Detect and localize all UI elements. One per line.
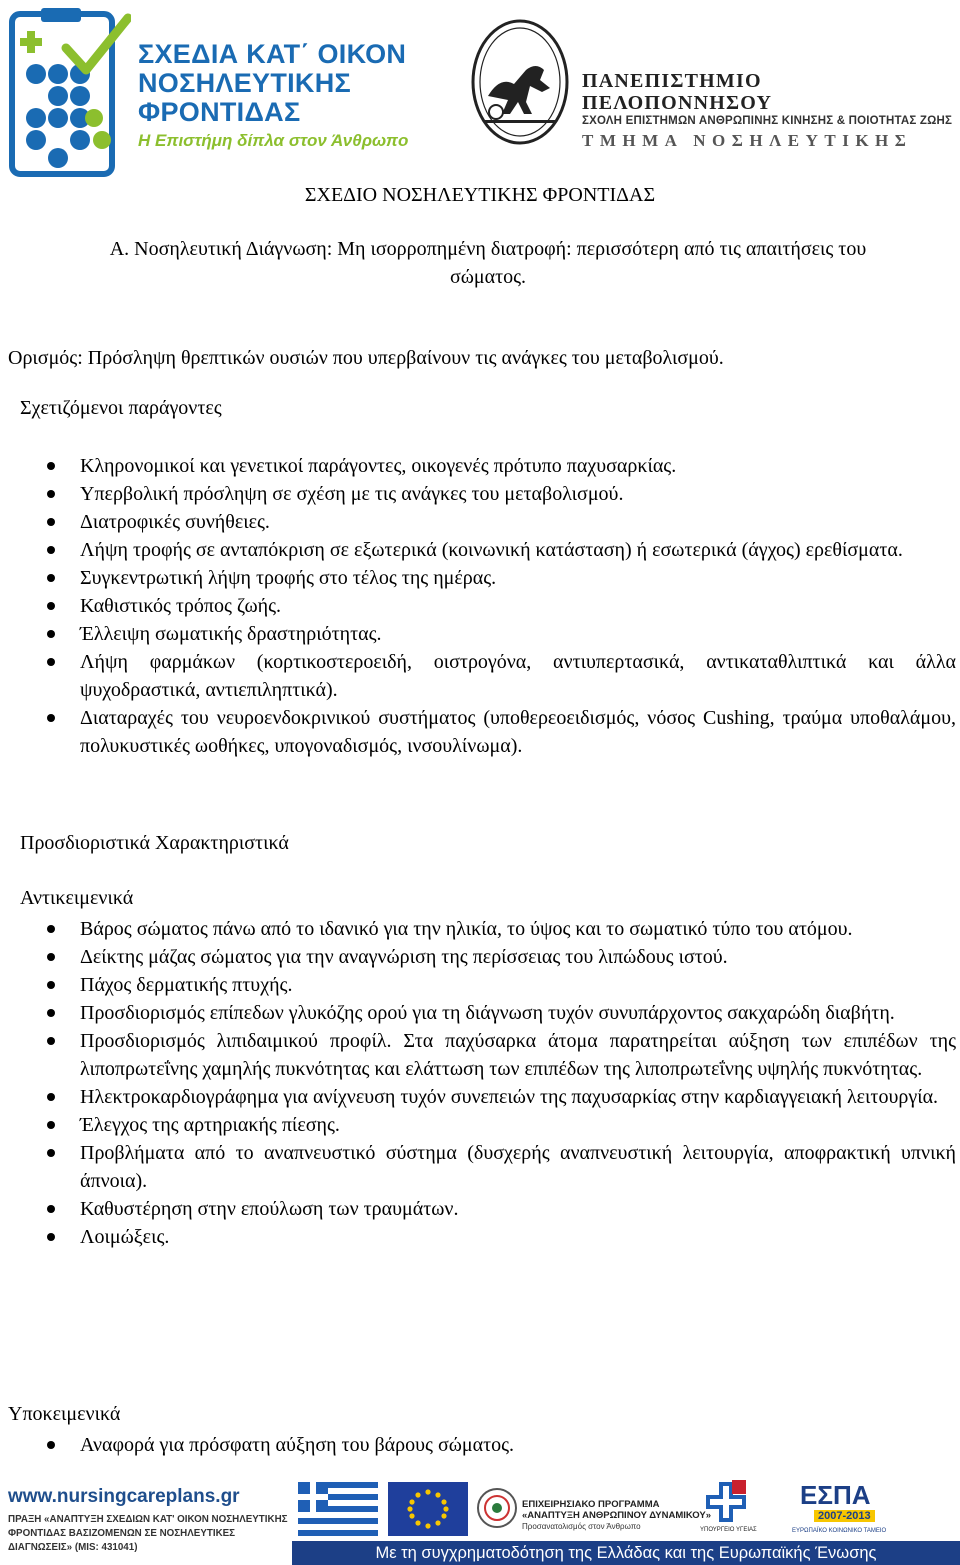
subjective-heading: Υποκειμενικά — [8, 1403, 121, 1425]
list-item: Προσδιορισμός επίπεδων γλυκόζης ορού για τη διάγνωση τυχόν συνυπάρχοντος σακχαρώδη διαβήτη. — [80, 999, 956, 1027]
brand-line-2: ΝΟΣΗΛΕΥΤΙΚΗΣ — [138, 68, 352, 98]
ministry-name: ΥΠΟΥΡΓΕΙΟ ΥΓΕΙΑΣ — [700, 1527, 757, 1533]
list-item: Λοιμώξεις. — [80, 1223, 956, 1251]
objective-heading: Αντικειμενικά — [20, 887, 134, 909]
list-item: Έλλειψη σωματικής δραστηριότητας. — [80, 620, 956, 648]
list-item: Δείκτης μάζας σώματος για την αναγνώριση της περίσσειας του λιπώδους ιστού. — [80, 943, 956, 971]
list-item: Καθυστέρηση στην επούλωση των τραυμάτων. — [80, 1195, 956, 1223]
bullet-icon — [47, 1093, 55, 1101]
list-item: Διατροφικές συνήθειες. — [80, 508, 956, 536]
definition: Ορισμός: Πρόσληψη θρεπτικών ουσιών που υπερβαίνουν τις ανάγκες του μεταβολισμού. — [8, 347, 724, 369]
espa-logo: ΕΣΠΑ — [800, 1480, 871, 1510]
bullet-icon — [47, 1009, 55, 1017]
co-funding-banner: Με τη συγχρηματοδότηση της Ελλάδας και της Ευρωπαϊκής Ένωσης — [292, 1541, 960, 1565]
bullet-icon — [47, 953, 55, 961]
footer-url: www.nursingcareplans.gr — [8, 1486, 240, 1507]
bullet-icon — [47, 1149, 55, 1157]
document-title: ΣΧΕΔΙΟ ΝΟΣΗΛΕΥΤΙΚΗΣ ΦΡΟΝΤΙΔΑΣ — [304, 184, 656, 206]
list-item: Λήψη φαρμάκων (κορτικοστεροειδή, οιστρογόνα, αντιυπερτασικά, αντικαταθλιπτικά και άλλα ψυχοδραστικά, αντιεπιληπτικά). — [80, 648, 956, 704]
bullet-icon — [47, 574, 55, 582]
list-item: Συγκεντρωτική λήψη τροφής στο τέλος της ημέρας. — [80, 564, 956, 592]
defining-characteristics-heading: Προσδιοριστικά Χαρακτηριστικά — [20, 832, 289, 854]
project-description — [8, 1513, 298, 1555]
eu-flag-icon — [388, 1482, 468, 1536]
bullet-icon — [47, 630, 55, 638]
diagnosis-line-2: σώματος. — [449, 266, 527, 288]
programme-subtitle: Προσανατολισμός στον Άνθρωπο — [522, 1522, 641, 1531]
bullet-icon — [47, 1441, 55, 1449]
bullet-icon — [47, 462, 55, 470]
program-line-2: «ΑΝΑΠΤΥΞΗ ΑΝΘΡΩΠΙΝΟΥ ΔΥΝΑΜΙΚΟΥ» — [522, 1510, 712, 1521]
project-line-1: ΠΡΑΞΗ «ΑΝΑΠΤΥΞΗ ΣΧΕΔΙΩΝ ΚΑΤ' ΟΙΚΟΝ ΝΟΣΗΛΕΥΤΙΚΗΣ — [8, 1514, 288, 1525]
list-item: Διαταραχές του νευροενδοκρινικού συστήματος (υποθερεοειδισμός, νόσος Cushing, τραύμα υποθαλάμου, πολυκυστικές ωοθήκες, υπογοναδισμός, ινσουλίνωμα). — [80, 704, 956, 760]
bullet-icon — [47, 490, 55, 498]
department-name: ΤΜΗΜΑ ΝΟΣΗΛΕΥΤΙΚΗΣ — [582, 131, 913, 150]
diagnosis-line-1: Α. Νοσηλευτική Διάγνωση: Μη ισορροπημένη διατροφή: περισσότερη από τις απαιτήσεις του — [109, 238, 867, 260]
list-item: Λήψη τροφής σε ανταπόκριση σε εξωτερικά (κοινωνική κατάσταση) ή εσωτερικά (άγχος) ερεθίσματα. — [80, 536, 956, 564]
list-item: Καθιστικός τρόπος ζωής. — [80, 592, 956, 620]
program-line-1: ΕΠΙΧΕΙΡΗΣΙΑΚΟ ΠΡΟΓΡΑΜΜΑ — [522, 1499, 660, 1510]
bullet-icon — [47, 602, 55, 610]
list-item: Έλεγχος της αρτηριακής πίεσης. — [80, 1111, 956, 1139]
ministry-of-health-logo — [702, 1478, 750, 1526]
greek-flag-icon — [298, 1482, 378, 1536]
bullet-icon — [47, 658, 55, 666]
subjective-list — [80, 1431, 956, 1459]
bullet-icon — [47, 518, 55, 526]
school-name: ΣΧΟΛΗ ΕΠΙΣΤΗΜΩΝ ΑΝΘΡΩΠΙΝΗΣ ΚΙΝΗΣΗΣ & ΠΟΙΟΤΗΤΑΣ ΖΩΗΣ — [582, 115, 953, 127]
list-item: Ηλεκτροκαρδιογράφημα για ανίχνευση τυχόν συνεπειών της παχυσαρκίας στην καρδιαγγειακή λειτουργία. — [80, 1083, 956, 1111]
list-item: Βάρος σώματος πάνω από το ιδανικό για την ηλικία, το ύψος και το σωματικό τύπο του ατόμου. — [80, 915, 956, 943]
project-line-3: ΔΙΑΓΝΩΣΕΙΣ» (MIS: 431041) — [8, 1542, 138, 1553]
university-identity — [582, 70, 954, 152]
nursing-care-plans-logo — [6, 8, 131, 180]
bullet-icon — [47, 1121, 55, 1129]
bullet-icon — [47, 1205, 55, 1213]
operational-programme-name — [522, 1499, 711, 1521]
espa-years: 2007-2013 — [814, 1510, 875, 1522]
eu-social-fund: ΕΥΡΩΠΑΪΚΟ ΚΟΙΝΩΝΙΚΟ ΤΑΜΕΙΟ — [792, 1528, 887, 1534]
bullet-icon — [47, 714, 55, 722]
bullet-icon — [47, 1037, 55, 1045]
list-item: Υπερβολική πρόσληψη σε σχέση με τις ανάγκες του μεταβολισμού. — [80, 480, 956, 508]
list-item: Κληρονομικοί και γενετικοί παράγοντες, οικογενές πρότυπο παχυσαρκίας. — [80, 452, 956, 480]
brand-tagline: Η Επιστήμη δίπλα στον Άνθρωπο — [138, 131, 409, 150]
brand-line-3: ΦΡΟΝΤΙΔΑΣ — [138, 97, 301, 127]
list-item: Αναφορά για πρόσφατη αύξηση του βάρους σώματος. — [80, 1431, 956, 1459]
list-item: Προσδιορισμός λιπιδαιμικού προφίλ. Στα παχύσαρκα άτομα παρατηρείται αύξηση των επιπέδων της λιποπρωτεΐνης χαμηλής πυκνότητας και ελάττωση των επιπέδων της λιποπρωτεΐνης υψηλής πυκνότητας. — [80, 1027, 956, 1083]
university-seal-logo — [470, 18, 570, 146]
bullet-icon — [47, 981, 55, 989]
nursing-diagnosis — [20, 235, 956, 291]
bullet-icon — [47, 546, 55, 554]
objective-list — [80, 915, 956, 1251]
university-name: ΠΑΝΕΠΙΣΤΗΜΙΟ ΠΕΛΟΠΟΝΝΗΣΟΥ — [582, 70, 773, 114]
brand-line-1: ΣΧΕΔΙΑ ΚΑΤ΄ ΟΙΚΟΝ — [138, 39, 407, 69]
list-item: Πάχος δερματικής πτυχής. — [80, 971, 956, 999]
project-line-2: ΦΡΟΝΤΙΔΑΣ ΒΑΣΙΖΟΜΕΝΩΝ ΣΕ ΝΟΣΗΛΕΥΤΙΚΕΣ — [8, 1528, 236, 1539]
related-factors-list — [80, 452, 956, 760]
bullet-icon — [47, 925, 55, 933]
bullet-icon — [47, 1233, 55, 1241]
operational-programme-emblem — [476, 1484, 518, 1532]
list-item: Προβλήματα από το αναπνευστικό σύστημα (δυσχερής αναπνευστική λειτουργία, αποφρακτική υπνική άπνοια). — [80, 1139, 956, 1195]
related-factors-heading: Σχετιζόμενοι παράγοντες — [20, 397, 222, 419]
brand-title — [138, 40, 408, 151]
